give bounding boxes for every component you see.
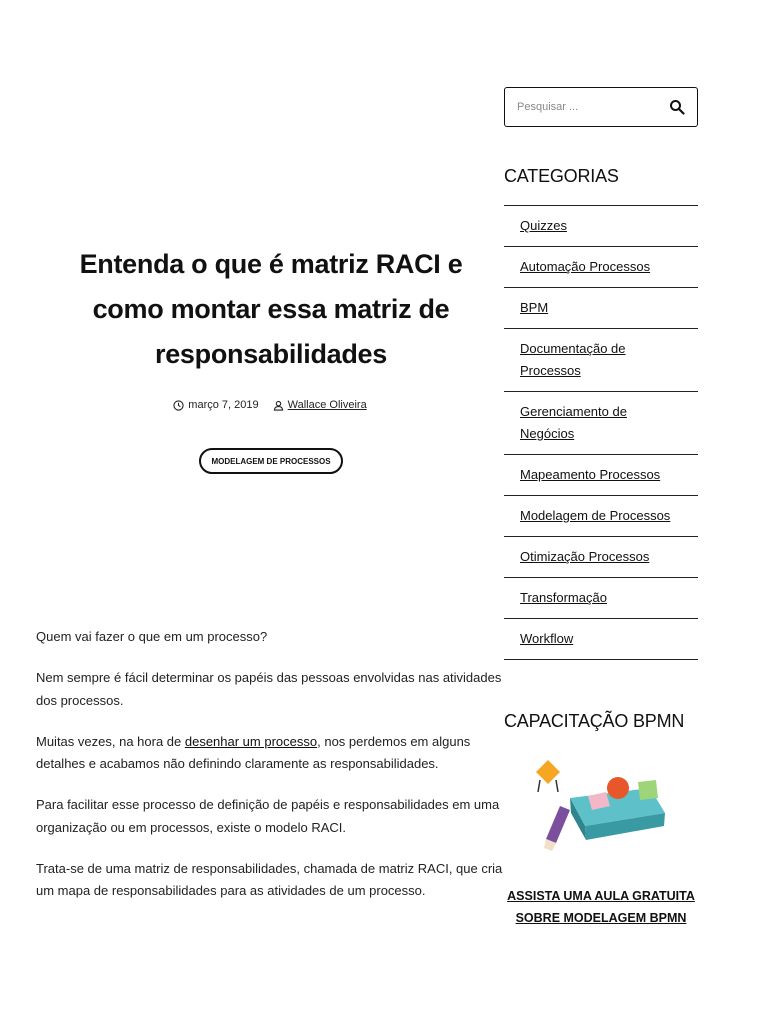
paragraph-3-end: , nos perdemos em alguns detalhes e acabamos não definindo claramente as responsabilidades. bbox=[36, 733, 471, 771]
paragraph-1: Quem vai fazer o que em um processo? bbox=[36, 629, 268, 644]
desenhar-processo-link[interactable]: desenhar um processo bbox=[184, 733, 318, 749]
promo-link[interactable]: ASSISTA UMA AULA GRATUITA SOBRE MODELAGEM BPMN bbox=[507, 889, 695, 925]
category-item bbox=[504, 288, 698, 329]
category-item bbox=[504, 392, 698, 455]
author-link[interactable]: Wallace Oliveira bbox=[287, 399, 367, 411]
category-item bbox=[504, 537, 698, 578]
category-tag[interactable]: MODELAGEM DE PROCESSOS bbox=[199, 448, 343, 474]
search-input[interactable] bbox=[517, 101, 669, 113]
post-date-text: março 7, 2019 bbox=[188, 399, 259, 411]
post-meta bbox=[36, 399, 504, 411]
category-link-otimizacao[interactable]: Otimização Processos bbox=[520, 549, 650, 564]
paragraph-4: Para facilitar esse processo de definição de papéis e responsabilidades em uma organização ou em processos, existe o modelo RACI. bbox=[36, 797, 500, 835]
paragraph-3 bbox=[36, 731, 504, 776]
post-content bbox=[36, 626, 504, 921]
promo-title: CAPACITAÇÃO BPMN bbox=[504, 711, 685, 731]
category-item bbox=[504, 329, 698, 392]
promo-cta bbox=[504, 885, 698, 929]
category-link-documentacao[interactable]: Documentação de Processos bbox=[520, 341, 626, 378]
bpmn-shapes-image[interactable] bbox=[530, 758, 670, 853]
category-item bbox=[504, 455, 698, 496]
category-link-modelagem[interactable]: Modelagem de Processos bbox=[520, 508, 671, 523]
paragraph-2: Nem sempre é fácil determinar os papéis das pessoas envolvidas nas atividades dos processos. bbox=[36, 670, 502, 708]
post-date bbox=[173, 399, 258, 411]
category-link-workflow[interactable]: Workflow bbox=[520, 631, 574, 646]
category-link-mapeamento[interactable]: Mapeamento Processos bbox=[520, 467, 661, 482]
paragraph-3-start: Muitas vezes, na hora de bbox=[36, 733, 185, 749]
category-item bbox=[504, 247, 698, 288]
category-item bbox=[504, 496, 698, 537]
category-link-transformacao[interactable]: Transformação bbox=[520, 590, 607, 605]
category-link-quizzes[interactable]: Quizzes bbox=[520, 218, 567, 233]
user-icon bbox=[273, 400, 284, 411]
categories-list bbox=[504, 205, 698, 660]
post-author bbox=[273, 399, 367, 411]
search-form bbox=[504, 87, 698, 127]
category-item bbox=[504, 206, 698, 247]
categories-title: CATEGORIAS bbox=[504, 166, 619, 186]
paragraph-5: Trata-se de uma matriz de responsabilidades, chamada de matriz RACI, que cria um mapa de responsabilidades para as atividades de um processo. bbox=[36, 860, 503, 898]
category-item bbox=[504, 578, 698, 619]
category-item bbox=[504, 619, 698, 660]
category-link-gerenciamento[interactable]: Gerenciamento de Negócios bbox=[520, 404, 627, 441]
category-link-bpm[interactable]: BPM bbox=[520, 300, 549, 315]
category-link-automacao[interactable]: Automação Processos bbox=[520, 259, 651, 274]
post-title: Entenda o que é matriz RACI e como montar essa matriz de responsabilidades bbox=[79, 249, 463, 369]
clock-icon bbox=[173, 400, 184, 411]
search-icon[interactable] bbox=[669, 99, 685, 115]
